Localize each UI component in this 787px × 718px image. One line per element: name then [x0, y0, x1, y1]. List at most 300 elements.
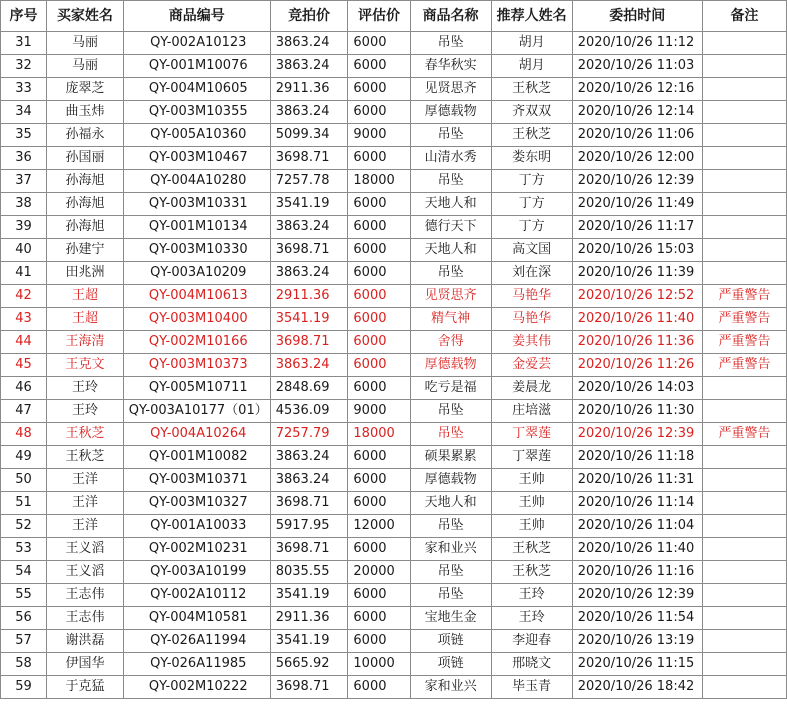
header-product-name[interactable]: 商品名称 [410, 1, 491, 32]
cell-index[interactable]: 59 [1, 676, 47, 699]
cell-product-code[interactable]: QY-003A10199 [123, 561, 270, 584]
cell-product-code[interactable]: QY-003M10330 [123, 239, 270, 262]
cell-consign-time[interactable]: 2020/10/26 12:00 [572, 147, 702, 170]
cell-product-name[interactable]: 吊坠 [410, 32, 491, 55]
cell-consign-time[interactable]: 2020/10/26 11:04 [572, 515, 702, 538]
cell-bid-price[interactable]: 3698.71 [270, 676, 348, 699]
table-row [1, 170, 787, 193]
cell-bid-price[interactable]: 3863.24 [270, 446, 348, 469]
cell-product-code[interactable]: QY-004M10613 [123, 285, 270, 308]
cell-bid-price[interactable]: 3541.19 [270, 584, 348, 607]
header-appraisal-price[interactable]: 评估价 [348, 1, 410, 32]
cell-product-name[interactable]: 吊坠 [410, 515, 491, 538]
header-referrer-name[interactable]: 推荐人姓名 [491, 1, 572, 32]
cell-product-name[interactable]: 宝地生金 [410, 607, 491, 630]
cell-appraisal-price[interactable]: 12000 [348, 515, 410, 538]
cell-remark[interactable] [702, 170, 786, 193]
cell-index[interactable]: 36 [1, 147, 47, 170]
cell-product-name[interactable]: 天地人和 [410, 239, 491, 262]
table-row [1, 653, 787, 676]
cell-remark[interactable] [702, 630, 786, 653]
cell-appraisal-price[interactable]: 6000 [348, 55, 410, 78]
cell-buyer-name[interactable]: 王海清 [47, 331, 124, 354]
cell-bid-price[interactable]: 5099.34 [270, 124, 348, 147]
cell-buyer-name[interactable]: 王志伟 [47, 584, 124, 607]
cell-consign-time[interactable]: 2020/10/26 11:39 [572, 262, 702, 285]
cell-product-code[interactable]: QY-001A10033 [123, 515, 270, 538]
cell-buyer-name[interactable]: 伊国华 [47, 653, 124, 676]
cell-consign-time[interactable]: 2020/10/26 12:16 [572, 78, 702, 101]
cell-bid-price[interactable]: 3863.24 [270, 32, 348, 55]
cell-appraisal-price[interactable]: 6000 [348, 676, 410, 699]
cell-index[interactable]: 56 [1, 607, 47, 630]
cell-consign-time[interactable]: 2020/10/26 11:06 [572, 124, 702, 147]
cell-buyer-name[interactable]: 王义滔 [47, 561, 124, 584]
cell-product-code[interactable]: QY-003A10177（01） [123, 400, 270, 423]
cell-consign-time[interactable]: 2020/10/26 12:39 [572, 584, 702, 607]
cell-buyer-name[interactable]: 曲玉炜 [47, 101, 124, 124]
table-row [1, 400, 787, 423]
cell-referrer-name[interactable]: 金爱芸 [491, 354, 572, 377]
cell-index[interactable]: 41 [1, 262, 47, 285]
cell-consign-time[interactable]: 2020/10/26 11:15 [572, 653, 702, 676]
cell-appraisal-price[interactable]: 6000 [348, 630, 410, 653]
cell-referrer-name[interactable]: 王帅 [491, 515, 572, 538]
table-row [1, 607, 787, 630]
cell-remark[interactable] [702, 607, 786, 630]
cell-consign-time[interactable]: 2020/10/26 12:52 [572, 285, 702, 308]
cell-product-code[interactable]: QY-003M10400 [123, 308, 270, 331]
cell-product-name[interactable]: 德行天下 [410, 216, 491, 239]
cell-product-code[interactable]: QY-003M10467 [123, 147, 270, 170]
table-row [1, 239, 787, 262]
cell-referrer-name[interactable]: 马艳华 [491, 285, 572, 308]
cell-appraisal-price[interactable]: 9000 [348, 400, 410, 423]
table-row [1, 676, 787, 699]
cell-product-name[interactable]: 见贤思齐 [410, 78, 491, 101]
cell-appraisal-price[interactable]: 6000 [348, 216, 410, 239]
cell-remark[interactable]: 严重警告 [702, 308, 786, 331]
header-consign-time[interactable]: 委拍时间 [572, 1, 702, 32]
table-row [1, 377, 787, 400]
cell-buyer-name[interactable]: 王秋芝 [47, 423, 124, 446]
cell-remark[interactable]: 严重警告 [702, 285, 786, 308]
cell-consign-time[interactable]: 2020/10/26 12:14 [572, 101, 702, 124]
cell-appraisal-price[interactable]: 6000 [348, 239, 410, 262]
cell-buyer-name[interactable]: 王玲 [47, 400, 124, 423]
cell-product-code[interactable]: QY-003M10331 [123, 193, 270, 216]
cell-index[interactable]: 48 [1, 423, 47, 446]
cell-remark[interactable] [702, 584, 786, 607]
cell-referrer-name[interactable]: 丁翠莲 [491, 446, 572, 469]
cell-bid-price[interactable]: 2911.36 [270, 78, 348, 101]
cell-referrer-name[interactable]: 丁翠莲 [491, 423, 572, 446]
cell-product-code[interactable]: QY-005A10360 [123, 124, 270, 147]
cell-remark[interactable] [702, 193, 786, 216]
cell-product-code[interactable]: QY-003A10209 [123, 262, 270, 285]
cell-index[interactable]: 39 [1, 216, 47, 239]
cell-bid-price[interactable]: 3698.71 [270, 492, 348, 515]
cell-remark[interactable] [702, 561, 786, 584]
table-row [1, 285, 787, 308]
cell-product-name[interactable]: 天地人和 [410, 492, 491, 515]
cell-buyer-name[interactable]: 王志伟 [47, 607, 124, 630]
cell-referrer-name[interactable]: 胡月 [491, 32, 572, 55]
cell-remark[interactable] [702, 515, 786, 538]
cell-product-code[interactable]: QY-004M10581 [123, 607, 270, 630]
cell-product-name[interactable]: 厚德载物 [410, 469, 491, 492]
cell-product-name[interactable]: 吊坠 [410, 170, 491, 193]
cell-referrer-name[interactable]: 毕玉青 [491, 676, 572, 699]
cell-remark[interactable] [702, 78, 786, 101]
cell-product-name[interactable]: 项链 [410, 630, 491, 653]
cell-buyer-name[interactable]: 王秋芝 [47, 446, 124, 469]
cell-index[interactable]: 51 [1, 492, 47, 515]
cell-index[interactable]: 43 [1, 308, 47, 331]
cell-appraisal-price[interactable]: 6000 [348, 262, 410, 285]
cell-buyer-name[interactable]: 王玲 [47, 377, 124, 400]
cell-referrer-name[interactable]: 姜晨龙 [491, 377, 572, 400]
cell-index[interactable]: 45 [1, 354, 47, 377]
cell-referrer-name[interactable]: 庄培滋 [491, 400, 572, 423]
table-row [1, 262, 787, 285]
cell-bid-price[interactable]: 2911.36 [270, 285, 348, 308]
cell-bid-price[interactable]: 2911.36 [270, 607, 348, 630]
cell-appraisal-price[interactable]: 6000 [348, 147, 410, 170]
cell-consign-time[interactable]: 2020/10/26 11:31 [572, 469, 702, 492]
cell-index[interactable]: 55 [1, 584, 47, 607]
cell-product-code[interactable]: QY-004A10280 [123, 170, 270, 193]
cell-referrer-name[interactable]: 胡月 [491, 55, 572, 78]
cell-product-code[interactable]: QY-004M10605 [123, 78, 270, 101]
cell-product-name[interactable]: 家和业兴 [410, 676, 491, 699]
cell-bid-price[interactable]: 4536.09 [270, 400, 348, 423]
cell-bid-price[interactable]: 8035.55 [270, 561, 348, 584]
cell-consign-time[interactable]: 2020/10/26 11:12 [572, 32, 702, 55]
cell-product-name[interactable]: 吊坠 [410, 124, 491, 147]
header-remark[interactable]: 备注 [702, 1, 786, 32]
cell-index[interactable]: 57 [1, 630, 47, 653]
table-row [1, 193, 787, 216]
cell-buyer-name[interactable]: 孙海旭 [47, 170, 124, 193]
cell-remark[interactable] [702, 676, 786, 699]
cell-consign-time[interactable]: 2020/10/26 11:18 [572, 446, 702, 469]
cell-buyer-name[interactable]: 孙国丽 [47, 147, 124, 170]
cell-buyer-name[interactable]: 王克文 [47, 354, 124, 377]
cell-remark[interactable]: 严重警告 [702, 354, 786, 377]
table-row [1, 538, 787, 561]
cell-index[interactable]: 37 [1, 170, 47, 193]
cell-bid-price[interactable]: 3863.24 [270, 216, 348, 239]
cell-referrer-name[interactable]: 丁方 [491, 170, 572, 193]
cell-consign-time[interactable]: 2020/10/26 11:49 [572, 193, 702, 216]
cell-index[interactable]: 33 [1, 78, 47, 101]
cell-appraisal-price[interactable]: 18000 [348, 423, 410, 446]
cell-referrer-name[interactable]: 王帅 [491, 469, 572, 492]
cell-remark[interactable]: 严重警告 [702, 331, 786, 354]
cell-bid-price[interactable]: 3541.19 [270, 630, 348, 653]
table-row [1, 561, 787, 584]
cell-buyer-name[interactable]: 孙海旭 [47, 193, 124, 216]
header-product-code[interactable]: 商品编号 [123, 1, 270, 32]
cell-consign-time[interactable]: 2020/10/26 15:03 [572, 239, 702, 262]
table-row [1, 124, 787, 147]
cell-product-name[interactable]: 吊坠 [410, 262, 491, 285]
cell-referrer-name[interactable]: 王玲 [491, 584, 572, 607]
cell-buyer-name[interactable]: 王洋 [47, 515, 124, 538]
cell-consign-time[interactable]: 2020/10/26 11:40 [572, 308, 702, 331]
cell-referrer-name[interactable]: 王秋芝 [491, 78, 572, 101]
cell-remark[interactable] [702, 492, 786, 515]
cell-index[interactable]: 53 [1, 538, 47, 561]
cell-appraisal-price[interactable]: 6000 [348, 354, 410, 377]
cell-product-code[interactable]: QY-002A10123 [123, 32, 270, 55]
cell-buyer-name[interactable]: 马丽 [47, 55, 124, 78]
cell-appraisal-price[interactable]: 6000 [348, 193, 410, 216]
cell-remark[interactable] [702, 55, 786, 78]
cell-remark[interactable] [702, 124, 786, 147]
cell-remark[interactable] [702, 101, 786, 124]
table-row [1, 630, 787, 653]
cell-product-name[interactable]: 吊坠 [410, 561, 491, 584]
cell-product-name[interactable]: 舍得 [410, 331, 491, 354]
cell-appraisal-price[interactable]: 20000 [348, 561, 410, 584]
cell-bid-price[interactable]: 3863.24 [270, 262, 348, 285]
cell-product-code[interactable]: QY-001M10076 [123, 55, 270, 78]
cell-bid-price[interactable]: 2848.69 [270, 377, 348, 400]
cell-buyer-name[interactable]: 孙建宁 [47, 239, 124, 262]
cell-referrer-name[interactable]: 李迎春 [491, 630, 572, 653]
cell-bid-price[interactable]: 5917.95 [270, 515, 348, 538]
cell-remark[interactable] [702, 147, 786, 170]
cell-referrer-name[interactable]: 王帅 [491, 492, 572, 515]
cell-product-name[interactable]: 厚德载物 [410, 354, 491, 377]
cell-appraisal-price[interactable]: 6000 [348, 101, 410, 124]
cell-buyer-name[interactable]: 马丽 [47, 32, 124, 55]
cell-index[interactable]: 31 [1, 32, 47, 55]
table-row [1, 216, 787, 239]
cell-appraisal-price[interactable]: 6000 [348, 446, 410, 469]
cell-appraisal-price[interactable]: 6000 [348, 492, 410, 515]
cell-buyer-name[interactable]: 庞翠芝 [47, 78, 124, 101]
cell-consign-time[interactable]: 2020/10/26 11:40 [572, 538, 702, 561]
table-row [1, 492, 787, 515]
cell-bid-price[interactable]: 7257.79 [270, 423, 348, 446]
cell-index[interactable]: 40 [1, 239, 47, 262]
cell-index[interactable]: 34 [1, 101, 47, 124]
cell-product-name[interactable]: 项链 [410, 653, 491, 676]
cell-product-code[interactable]: QY-003M10373 [123, 354, 270, 377]
cell-appraisal-price[interactable]: 6000 [348, 377, 410, 400]
cell-index[interactable]: 44 [1, 331, 47, 354]
header-bid-price[interactable]: 竞拍价 [270, 1, 348, 32]
cell-referrer-name[interactable]: 王玲 [491, 607, 572, 630]
cell-appraisal-price[interactable]: 6000 [348, 607, 410, 630]
cell-buyer-name[interactable]: 孙福永 [47, 124, 124, 147]
cell-remark[interactable] [702, 653, 786, 676]
table-row [1, 446, 787, 469]
cell-index[interactable]: 46 [1, 377, 47, 400]
table-row [1, 147, 787, 170]
cell-consign-time[interactable]: 2020/10/26 11:03 [572, 55, 702, 78]
cell-product-code[interactable]: QY-002M10166 [123, 331, 270, 354]
cell-appraisal-price[interactable]: 10000 [348, 653, 410, 676]
cell-referrer-name[interactable]: 高文国 [491, 239, 572, 262]
table-row [1, 469, 787, 492]
cell-consign-time[interactable]: 2020/10/26 11:54 [572, 607, 702, 630]
cell-appraisal-price[interactable]: 6000 [348, 78, 410, 101]
table-row [1, 308, 787, 331]
cell-appraisal-price[interactable]: 6000 [348, 308, 410, 331]
cell-consign-time[interactable]: 2020/10/26 13:19 [572, 630, 702, 653]
table-row [1, 32, 787, 55]
table-row [1, 515, 787, 538]
cell-buyer-name[interactable]: 于克猛 [47, 676, 124, 699]
cell-index[interactable]: 35 [1, 124, 47, 147]
cell-consign-time[interactable]: 2020/10/26 11:14 [572, 492, 702, 515]
header-row [1, 1, 787, 32]
cell-referrer-name[interactable]: 丁方 [491, 193, 572, 216]
cell-referrer-name[interactable]: 邢晓文 [491, 653, 572, 676]
cell-referrer-name[interactable]: 王秋芝 [491, 124, 572, 147]
cell-referrer-name[interactable]: 姜其伟 [491, 331, 572, 354]
cell-appraisal-price[interactable]: 6000 [348, 285, 410, 308]
header-buyer-name[interactable]: 买家姓名 [47, 1, 124, 32]
cell-consign-time[interactable]: 2020/10/26 18:42 [572, 676, 702, 699]
cell-index[interactable]: 38 [1, 193, 47, 216]
cell-buyer-name[interactable]: 谢洪磊 [47, 630, 124, 653]
cell-consign-time[interactable]: 2020/10/26 12:39 [572, 170, 702, 193]
cell-bid-price[interactable]: 3698.71 [270, 239, 348, 262]
cell-product-name[interactable]: 厚德载物 [410, 101, 491, 124]
cell-bid-price[interactable]: 3541.19 [270, 193, 348, 216]
cell-consign-time[interactable]: 2020/10/26 11:17 [572, 216, 702, 239]
cell-product-code[interactable]: QY-001M10082 [123, 446, 270, 469]
cell-referrer-name[interactable]: 王秋芝 [491, 561, 572, 584]
cell-index[interactable]: 49 [1, 446, 47, 469]
cell-index[interactable]: 58 [1, 653, 47, 676]
cell-product-code[interactable]: QY-002A10112 [123, 584, 270, 607]
cell-buyer-name[interactable]: 王超 [47, 285, 124, 308]
cell-appraisal-price[interactable]: 6000 [348, 469, 410, 492]
cell-product-code[interactable]: QY-003M10327 [123, 492, 270, 515]
table-row [1, 101, 787, 124]
cell-index[interactable]: 50 [1, 469, 47, 492]
cell-appraisal-price[interactable]: 18000 [348, 170, 410, 193]
cell-index[interactable]: 32 [1, 55, 47, 78]
cell-index[interactable]: 47 [1, 400, 47, 423]
cell-bid-price[interactable]: 5665.92 [270, 653, 348, 676]
cell-product-code[interactable]: QY-002M10231 [123, 538, 270, 561]
cell-buyer-name[interactable]: 王洋 [47, 469, 124, 492]
cell-consign-time[interactable]: 2020/10/26 11:36 [572, 331, 702, 354]
cell-product-code[interactable]: QY-003M10355 [123, 101, 270, 124]
cell-referrer-name[interactable]: 王秋芝 [491, 538, 572, 561]
cell-product-code[interactable]: QY-026A11994 [123, 630, 270, 653]
cell-remark[interactable] [702, 262, 786, 285]
cell-remark[interactable] [702, 239, 786, 262]
cell-referrer-name[interactable]: 刘在深 [491, 262, 572, 285]
table-row [1, 354, 787, 377]
cell-referrer-name[interactable]: 马艳华 [491, 308, 572, 331]
cell-product-name[interactable]: 见贤思齐 [410, 285, 491, 308]
cell-consign-time[interactable]: 2020/10/26 12:39 [572, 423, 702, 446]
cell-remark[interactable] [702, 32, 786, 55]
cell-consign-time[interactable]: 2020/10/26 11:26 [572, 354, 702, 377]
cell-consign-time[interactable]: 2020/10/26 11:16 [572, 561, 702, 584]
cell-appraisal-price[interactable]: 9000 [348, 124, 410, 147]
cell-appraisal-price[interactable]: 6000 [348, 538, 410, 561]
cell-bid-price[interactable]: 3863.24 [270, 469, 348, 492]
cell-product-code[interactable]: QY-026A11985 [123, 653, 270, 676]
cell-product-name[interactable]: 吊坠 [410, 400, 491, 423]
table-row [1, 584, 787, 607]
cell-bid-price[interactable]: 7257.78 [270, 170, 348, 193]
table-row [1, 55, 787, 78]
cell-appraisal-price[interactable]: 6000 [348, 32, 410, 55]
cell-index[interactable]: 52 [1, 515, 47, 538]
cell-index[interactable]: 54 [1, 561, 47, 584]
cell-remark[interactable] [702, 446, 786, 469]
table-row [1, 331, 787, 354]
cell-buyer-name[interactable]: 王超 [47, 308, 124, 331]
table-row [1, 423, 787, 446]
cell-product-name[interactable]: 吊坠 [410, 423, 491, 446]
cell-appraisal-price[interactable]: 6000 [348, 331, 410, 354]
cell-product-name[interactable]: 山清水秀 [410, 147, 491, 170]
cell-remark[interactable] [702, 216, 786, 239]
cell-consign-time[interactable]: 2020/10/26 14:03 [572, 377, 702, 400]
cell-remark[interactable] [702, 400, 786, 423]
cell-bid-price[interactable]: 3698.71 [270, 331, 348, 354]
cell-product-code[interactable]: QY-003M10371 [123, 469, 270, 492]
cell-buyer-name[interactable]: 田兆洲 [47, 262, 124, 285]
cell-remark[interactable]: 严重警告 [702, 423, 786, 446]
cell-product-code[interactable]: QY-001M10134 [123, 216, 270, 239]
cell-product-code[interactable]: QY-004A10264 [123, 423, 270, 446]
cell-buyer-name[interactable]: 王洋 [47, 492, 124, 515]
cell-product-name[interactable]: 吃亏是福 [410, 377, 491, 400]
cell-product-name[interactable]: 硕果累累 [410, 446, 491, 469]
cell-product-name[interactable]: 家和业兴 [410, 538, 491, 561]
cell-bid-price[interactable]: 3698.71 [270, 147, 348, 170]
cell-buyer-name[interactable]: 孙海旭 [47, 216, 124, 239]
cell-remark[interactable] [702, 538, 786, 561]
cell-index[interactable]: 42 [1, 285, 47, 308]
cell-bid-price[interactable]: 3541.19 [270, 308, 348, 331]
cell-bid-price[interactable]: 3863.24 [270, 354, 348, 377]
header-index[interactable]: 序号 [1, 1, 47, 32]
cell-appraisal-price[interactable]: 6000 [348, 584, 410, 607]
table-row [1, 78, 787, 101]
cell-product-code[interactable]: QY-005M10711 [123, 377, 270, 400]
cell-consign-time[interactable]: 2020/10/26 11:30 [572, 400, 702, 423]
cell-bid-price[interactable]: 3863.24 [270, 55, 348, 78]
cell-product-name[interactable]: 春华秋实 [410, 55, 491, 78]
cell-product-name[interactable]: 天地人和 [410, 193, 491, 216]
cell-buyer-name[interactable]: 王义滔 [47, 538, 124, 561]
cell-referrer-name[interactable]: 齐双双 [491, 101, 572, 124]
cell-product-name[interactable]: 吊坠 [410, 584, 491, 607]
cell-referrer-name[interactable]: 丁方 [491, 216, 572, 239]
cell-product-name[interactable]: 精气神 [410, 308, 491, 331]
cell-referrer-name[interactable]: 娄东明 [491, 147, 572, 170]
cell-remark[interactable] [702, 377, 786, 400]
cell-remark[interactable] [702, 469, 786, 492]
cell-product-code[interactable]: QY-002M10222 [123, 676, 270, 699]
cell-bid-price[interactable]: 3698.71 [270, 538, 348, 561]
cell-bid-price[interactable]: 3863.24 [270, 101, 348, 124]
